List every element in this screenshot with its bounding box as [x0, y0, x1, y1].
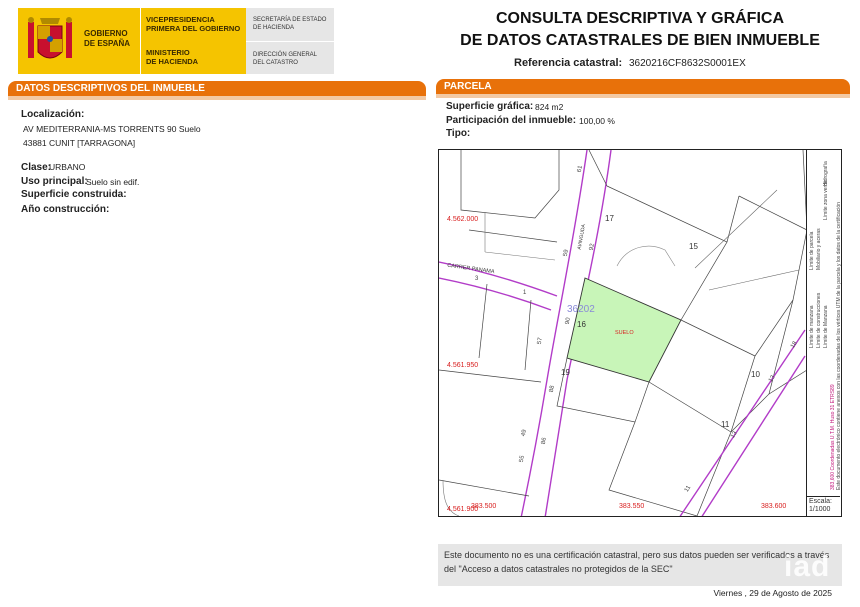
disclaimer-note: Este documento no es una certificación catastral, pero sus datos pueden ser verificados a través del "Acceso a datos catastrales no protegidos de la SEC" — [438, 544, 842, 586]
scale-value: 1/1000 — [809, 506, 831, 513]
scale-label: Escala: — [809, 498, 832, 505]
legend-item: Límite de manzana — [809, 305, 815, 348]
legend-item: Límite de Manzana — [823, 305, 829, 348]
parcel-id-label: 36202 — [567, 304, 595, 315]
street-label-avinguda: AVINGUDA — [576, 223, 588, 251]
map-scale — [806, 496, 840, 516]
ref-catastral-value: 3620216CF8632S0001EX — [629, 58, 746, 69]
map-legend — [806, 150, 841, 496]
legend-coords: 383,600 Coordenadas U.T.M. Huso 31 ETRS89 — [830, 384, 836, 490]
section-bar-parcela: PARCELA — [436, 79, 850, 94]
street-number: 61 — [576, 165, 584, 173]
street-number: 90 — [564, 317, 572, 325]
localizacion-line1: AV MEDITERRANIA-MS TORRENTS 90 Suelo — [23, 124, 201, 134]
street-number: 86 — [540, 437, 548, 445]
legend-item: Límite zona verde — [823, 180, 829, 220]
iad-watermark: iad — [784, 550, 831, 583]
legend-item: Mobiliario y aceras — [816, 228, 822, 270]
street-number: 88 — [548, 385, 556, 393]
street-number: 11 — [683, 484, 693, 494]
street-number: 55 — [518, 455, 526, 463]
participacion-label: Participación del inmueble: — [446, 115, 577, 126]
superficie-grafica-label: Superficie gráfica: — [446, 101, 534, 112]
uso-label: Uso principal: — [21, 176, 88, 187]
superficie-construida-label: Superficie construida: — [21, 189, 127, 200]
street-label-carrer-panama: CARRER PANAMA — [446, 262, 495, 276]
document-date: Viernes , 29 de Agosto de 2025 — [713, 588, 832, 598]
plot-number: 17 — [605, 214, 614, 223]
street-number: 92 — [588, 243, 596, 251]
street-edge-south — [439, 278, 551, 310]
anio-construccion-label: Año construcción: — [21, 204, 110, 215]
legend-item: Hidrografía — [823, 161, 829, 186]
section-underline — [436, 94, 850, 98]
street-number: 1 — [523, 290, 527, 296]
plot-number: 19 — [561, 368, 570, 377]
superficie-grafica-value: 824 m2 — [535, 102, 564, 112]
coord-y2: 4.561.950 — [447, 362, 479, 369]
coord-x1: 383.500 — [471, 503, 497, 510]
header-divider — [140, 8, 141, 74]
parcel-type-label: SUELO — [615, 330, 634, 336]
uso-value: Suelo sin edif. — [86, 177, 140, 187]
section-bar-datos: DATOS DESCRIPTIVOS DEL INMUEBLE — [8, 81, 426, 96]
street-number: 13 — [768, 374, 777, 384]
plot-number: 15 — [689, 242, 698, 251]
legend-item: Límite de parcela — [809, 231, 815, 270]
street-number: 18 — [790, 340, 799, 350]
street-number: 49 — [520, 429, 528, 437]
vicepresidencia-label: VICEPRESIDENCIA PRIMERA DEL GOBIERNO — [146, 15, 241, 33]
street-number: 57 — [536, 337, 544, 345]
legend-item: Límite de construcciones — [816, 292, 822, 348]
page-title: CONSULTA DESCRIPTIVA Y GRÁFICA DE DATOS CATASTRALES DE BIEN INMUEBLE — [460, 10, 820, 49]
coat-of-arms-icon — [26, 12, 74, 68]
coord-y3: 4.561.900 — [447, 506, 479, 513]
plot-number: 10 — [751, 370, 760, 379]
cadastral-map — [438, 149, 842, 517]
clase-value: URBANO — [49, 162, 86, 172]
clase-label: Clase: — [21, 162, 52, 173]
cadastral-map-drawing — [439, 150, 842, 517]
ref-catastral-label: Referencia catastral: — [514, 57, 623, 69]
coord-x3: 383.600 — [761, 503, 787, 510]
plot-number: 11 — [721, 420, 730, 429]
coord-y1: 4.562.000 — [447, 216, 479, 223]
direccion-label: DIRECCIÓN GENERAL DEL CATASTRO — [253, 52, 318, 66]
street-number: 59 — [562, 249, 570, 257]
gobierno-label: GOBIERNO DE ESPAÑA — [84, 29, 131, 48]
localizacion-line2: 43881 CUNIT [TARRAGONA] — [23, 138, 136, 148]
street-number: 3 — [475, 276, 479, 282]
section-underline — [8, 96, 426, 100]
participacion-value: 100,00 % — [579, 116, 615, 126]
plot-number: 16 — [577, 320, 586, 329]
coord-x2: 383.550 — [619, 503, 645, 510]
ministerio-label: MINISTERIO DE HACIENDA — [146, 48, 199, 66]
tipo-label: Tipo: — [446, 128, 471, 139]
legend-note: Este documento electrónico contiene anexos con las coordenadas de los vértices UTM de la parcela y los datos de la certificación — [836, 202, 842, 490]
localizacion-label: Localización: — [21, 109, 85, 120]
street-number: 13 — [730, 430, 739, 440]
secretaria-label: SECRETARÍA DE ESTADO DE HACIENDA — [253, 17, 327, 31]
